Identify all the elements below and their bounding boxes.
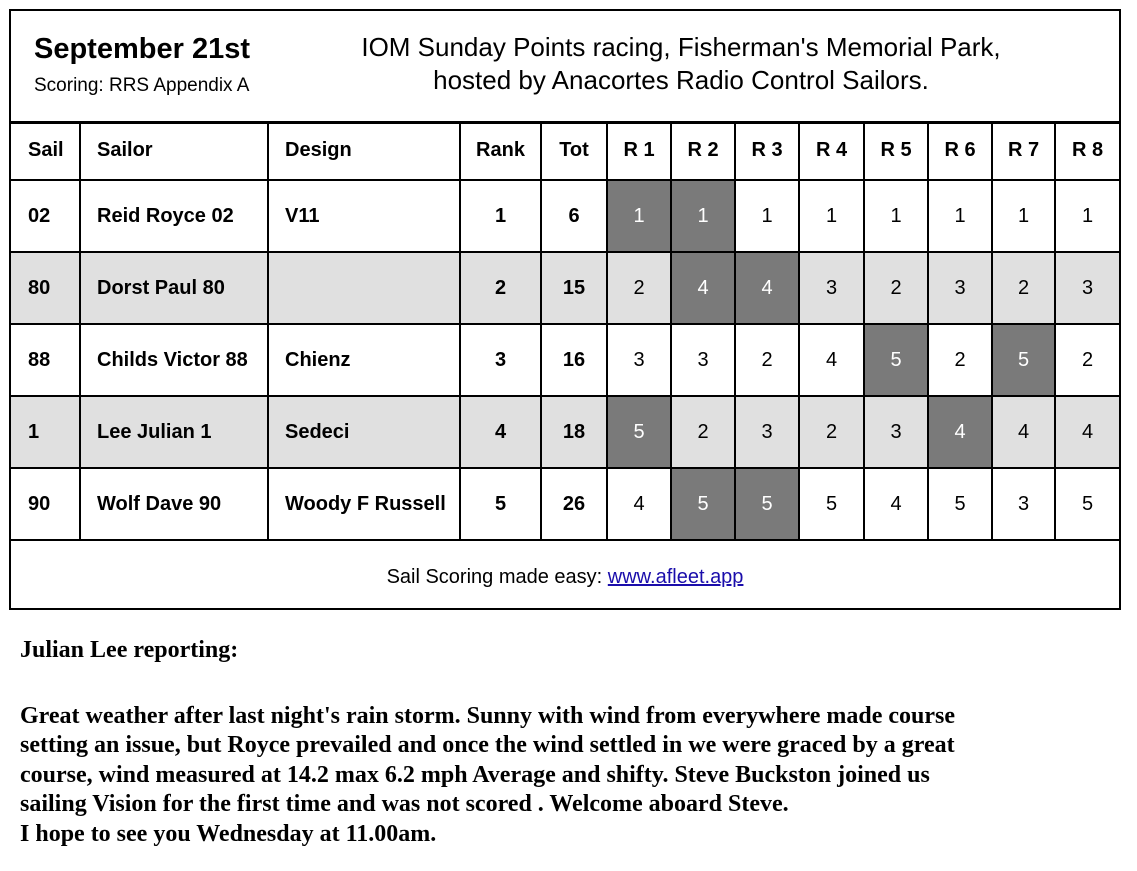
report-line: sailing Vision for the first time and was not scored . Welcome aboard Steve. [20,791,789,817]
column-header-race-3: R 3 [735,121,799,180]
race-6-score-cell: 5 [928,468,992,540]
rank-cell: 3 [460,324,541,396]
race-1-score-cell: 1 [607,180,671,252]
column-header-race-4: R 4 [799,121,864,180]
rank-cell: 1 [460,180,541,252]
rank-cell: 5 [460,468,541,540]
race-2-score-cell: 5 [671,468,735,540]
event-date: September 21st [34,33,250,65]
event-title [321,31,1041,97]
race-8-score-cell: 4 [1055,396,1119,468]
column-header-sail: Sail [11,121,80,180]
report-line: I hope to see you Wednesday at 11.00am. [20,820,437,847]
sailor-cell: Lee Julian 1 [80,396,268,468]
results-footer [11,541,1119,607]
race-2-score-cell: 4 [671,252,735,324]
design-cell: Woody F Russell [268,468,460,540]
column-header-rank: Rank [460,121,541,180]
total-cell: 26 [541,468,607,540]
results-table [11,121,1119,541]
sail-number-cell: 1 [11,396,80,468]
race-report [20,636,1120,849]
total-cell: 15 [541,252,607,324]
race-6-score-cell: 2 [928,324,992,396]
race-5-score-cell: 1 [864,180,928,252]
column-header-race-1: R 1 [607,121,671,180]
report-line: setting an issue, but Royce prevailed and once the wind settled in we were graced by a great [20,732,955,758]
race-3-score-cell: 3 [735,396,799,468]
column-header-total: Tot [541,121,607,180]
table-header-row [11,121,1119,180]
race-5-score-cell: 4 [864,468,928,540]
race-8-score-cell: 5 [1055,468,1119,540]
sailor-cell: Reid Royce 02 [80,180,268,252]
table-row [11,252,1119,324]
race-3-score-cell: 1 [735,180,799,252]
table-row [11,324,1119,396]
race-1-score-cell: 5 [607,396,671,468]
results-table-body [11,180,1119,540]
race-4-score-cell: 5 [799,468,864,540]
rank-cell: 2 [460,252,541,324]
race-7-score-cell: 1 [992,180,1055,252]
column-header-race-7: R 7 [992,121,1055,180]
sail-number-cell: 90 [11,468,80,540]
column-header-race-8: R 8 [1055,121,1119,180]
sailor-cell: Childs Victor 88 [80,324,268,396]
total-cell: 6 [541,180,607,252]
sailor-cell: Dorst Paul 80 [80,252,268,324]
design-cell: V11 [268,180,460,252]
race-1-score-cell: 2 [607,252,671,324]
race-2-score-cell: 1 [671,180,735,252]
race-2-score-cell: 2 [671,396,735,468]
race-7-score-cell: 5 [992,324,1055,396]
total-cell: 18 [541,396,607,468]
race-7-score-cell: 3 [992,468,1055,540]
column-header-design: Design [268,121,460,180]
race-3-score-cell: 5 [735,468,799,540]
results-card [9,9,1121,610]
report-line: course, wind measured at 14.2 max 6.2 mph Average and shifty. Steve Buckston joined us [20,761,930,788]
sailor-cell: Wolf Dave 90 [80,468,268,540]
design-cell: Chienz [268,324,460,396]
race-6-score-cell: 3 [928,252,992,324]
table-row [11,180,1119,252]
event-title-line-1: IOM Sunday Points racing, Fisherman's Memorial Park, [361,32,1001,62]
total-cell: 16 [541,324,607,396]
design-cell [268,252,460,324]
results-header [11,11,1119,124]
report-heading: Julian Lee reporting: [20,637,239,663]
report-line: Great weather after last night's rain storm. Sunny with wind from everywhere made course [20,702,956,729]
race-5-score-cell: 2 [864,252,928,324]
race-4-score-cell: 1 [799,180,864,252]
race-2-score-cell: 3 [671,324,735,396]
race-8-score-cell: 3 [1055,252,1119,324]
column-header-sailor: Sailor [80,121,268,180]
race-6-score-cell: 4 [928,396,992,468]
sail-number-cell: 80 [11,252,80,324]
race-8-score-cell: 1 [1055,180,1119,252]
column-header-race-2: R 2 [671,121,735,180]
scoring-system: Scoring: RRS Appendix A [34,75,250,96]
race-3-score-cell: 2 [735,324,799,396]
race-4-score-cell: 3 [799,252,864,324]
report-body [20,702,1120,850]
event-title-line-2: hosted by Anacortes Radio Control Sailors. [433,65,929,95]
race-5-score-cell: 3 [864,396,928,468]
race-4-score-cell: 2 [799,396,864,468]
race-4-score-cell: 4 [799,324,864,396]
table-row [11,396,1119,468]
race-6-score-cell: 1 [928,180,992,252]
design-cell: Sedeci [268,396,460,468]
footer-text: Sail Scoring made easy: [386,566,608,588]
sail-number-cell: 02 [11,180,80,252]
rank-cell: 4 [460,396,541,468]
race-5-score-cell: 5 [864,324,928,396]
sail-number-cell: 88 [11,324,80,396]
afleet-link[interactable]: www.afleet.app [607,566,744,588]
race-1-score-cell: 3 [607,324,671,396]
table-row [11,468,1119,540]
column-header-race-6: R 6 [928,121,992,180]
column-header-race-5: R 5 [864,121,928,180]
race-1-score-cell: 4 [607,468,671,540]
race-7-score-cell: 2 [992,252,1055,324]
race-3-score-cell: 4 [735,252,799,324]
race-8-score-cell: 2 [1055,324,1119,396]
race-7-score-cell: 4 [992,396,1055,468]
